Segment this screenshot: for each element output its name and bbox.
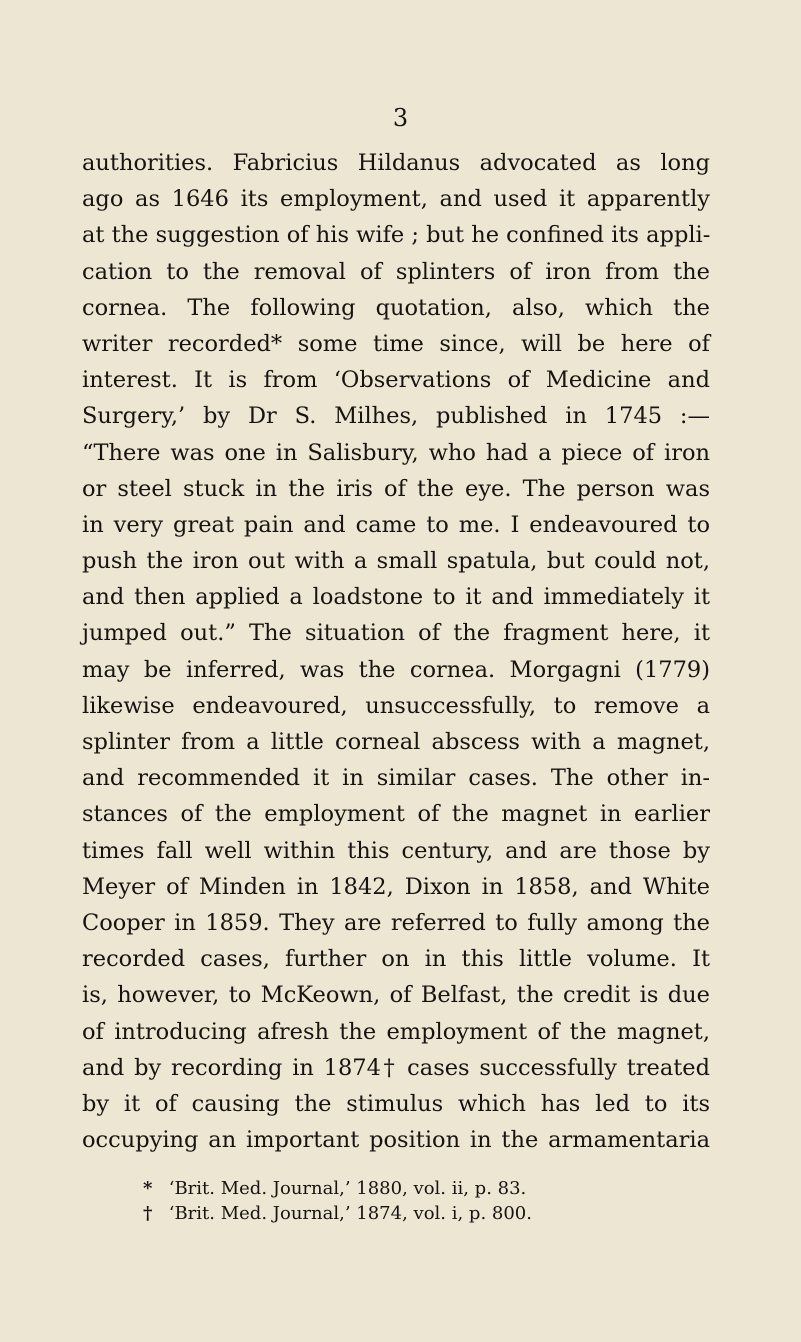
text-line: and then applied a loadstone to it and immediately it (82, 584, 710, 611)
text-line: push the iron out with a small spatula, but could not, (82, 548, 710, 575)
text-line: occupying an important position in the armamentaria (82, 1127, 710, 1154)
text-line: Surgery,’ by Dr S. Milhes, published in 1745 :— (82, 403, 710, 430)
text-line: stances of the employment of the magnet in earlier (82, 801, 710, 828)
text-line: Meyer of Minden in 1842, Dixon in 1858, and White (82, 873, 710, 900)
footnote (143, 1176, 703, 1201)
footnote-mark: * (143, 1178, 153, 1199)
text-line: authorities. Fabricius Hildanus advocated as long (82, 150, 710, 176)
text-line: interest. It is from ‘Observations of Medicine and (82, 367, 710, 394)
text-line: writer recorded* some time since, will be here of (82, 330, 710, 357)
text-line: recorded cases, further on in this little volume. It (82, 946, 710, 973)
footnotes (143, 1176, 703, 1226)
footnote-text: ‘Brit. Med. Journal,’ 1874, vol. i, p. 800. (168, 1203, 532, 1224)
text-line: ago as 1646 its employment, and used it apparently (82, 186, 710, 213)
text-line: is, however, to McKeown, of Belfast, the credit is due (82, 982, 710, 1009)
text-line: and recommended it in similar cases. The other in- (82, 765, 710, 792)
body-text (82, 145, 710, 1158)
text-line: “There was one in Salisbury, who had a piece of iron (82, 439, 710, 466)
text-line: and by recording in 1874† cases successfully treated (82, 1054, 710, 1081)
text-line: by it of causing the stimulus which has led to its (82, 1090, 710, 1117)
footnote-mark: † (143, 1203, 153, 1224)
text-line: in very great pain and came to me. I endeavoured to (82, 511, 710, 538)
footnote (143, 1201, 703, 1226)
text-line: jumped out.” The situation of the fragment here, it (82, 620, 710, 647)
text-line: Cooper in 1859. They are referred to fully among the (82, 909, 710, 936)
text-line: cation to the removal of splinters of iron from the (82, 258, 710, 285)
page-number: 3 (392, 104, 409, 132)
text-line: splinter from a little corneal abscess with a magnet, (82, 729, 710, 755)
text-line: at the suggestion of his wife ; but he confined its appli- (82, 222, 711, 249)
footnote-text: ‘Brit. Med. Journal,’ 1880, vol. ii, p. 83. (168, 1178, 527, 1199)
text-line: of introducing afresh the employment of the magnet, (82, 1018, 710, 1045)
text-line: may be inferred, was the cornea. Morgagni (1779) (82, 656, 710, 683)
text-line: likewise endeavoured, unsuccessfully, to remove a (82, 692, 710, 719)
text-line: times fall well within this century, and are those by (82, 837, 710, 864)
text-line: cornea. The following quotation, also, which the (82, 294, 710, 321)
text-line: or steel stuck in the iris of the eye. The person was (82, 475, 710, 502)
